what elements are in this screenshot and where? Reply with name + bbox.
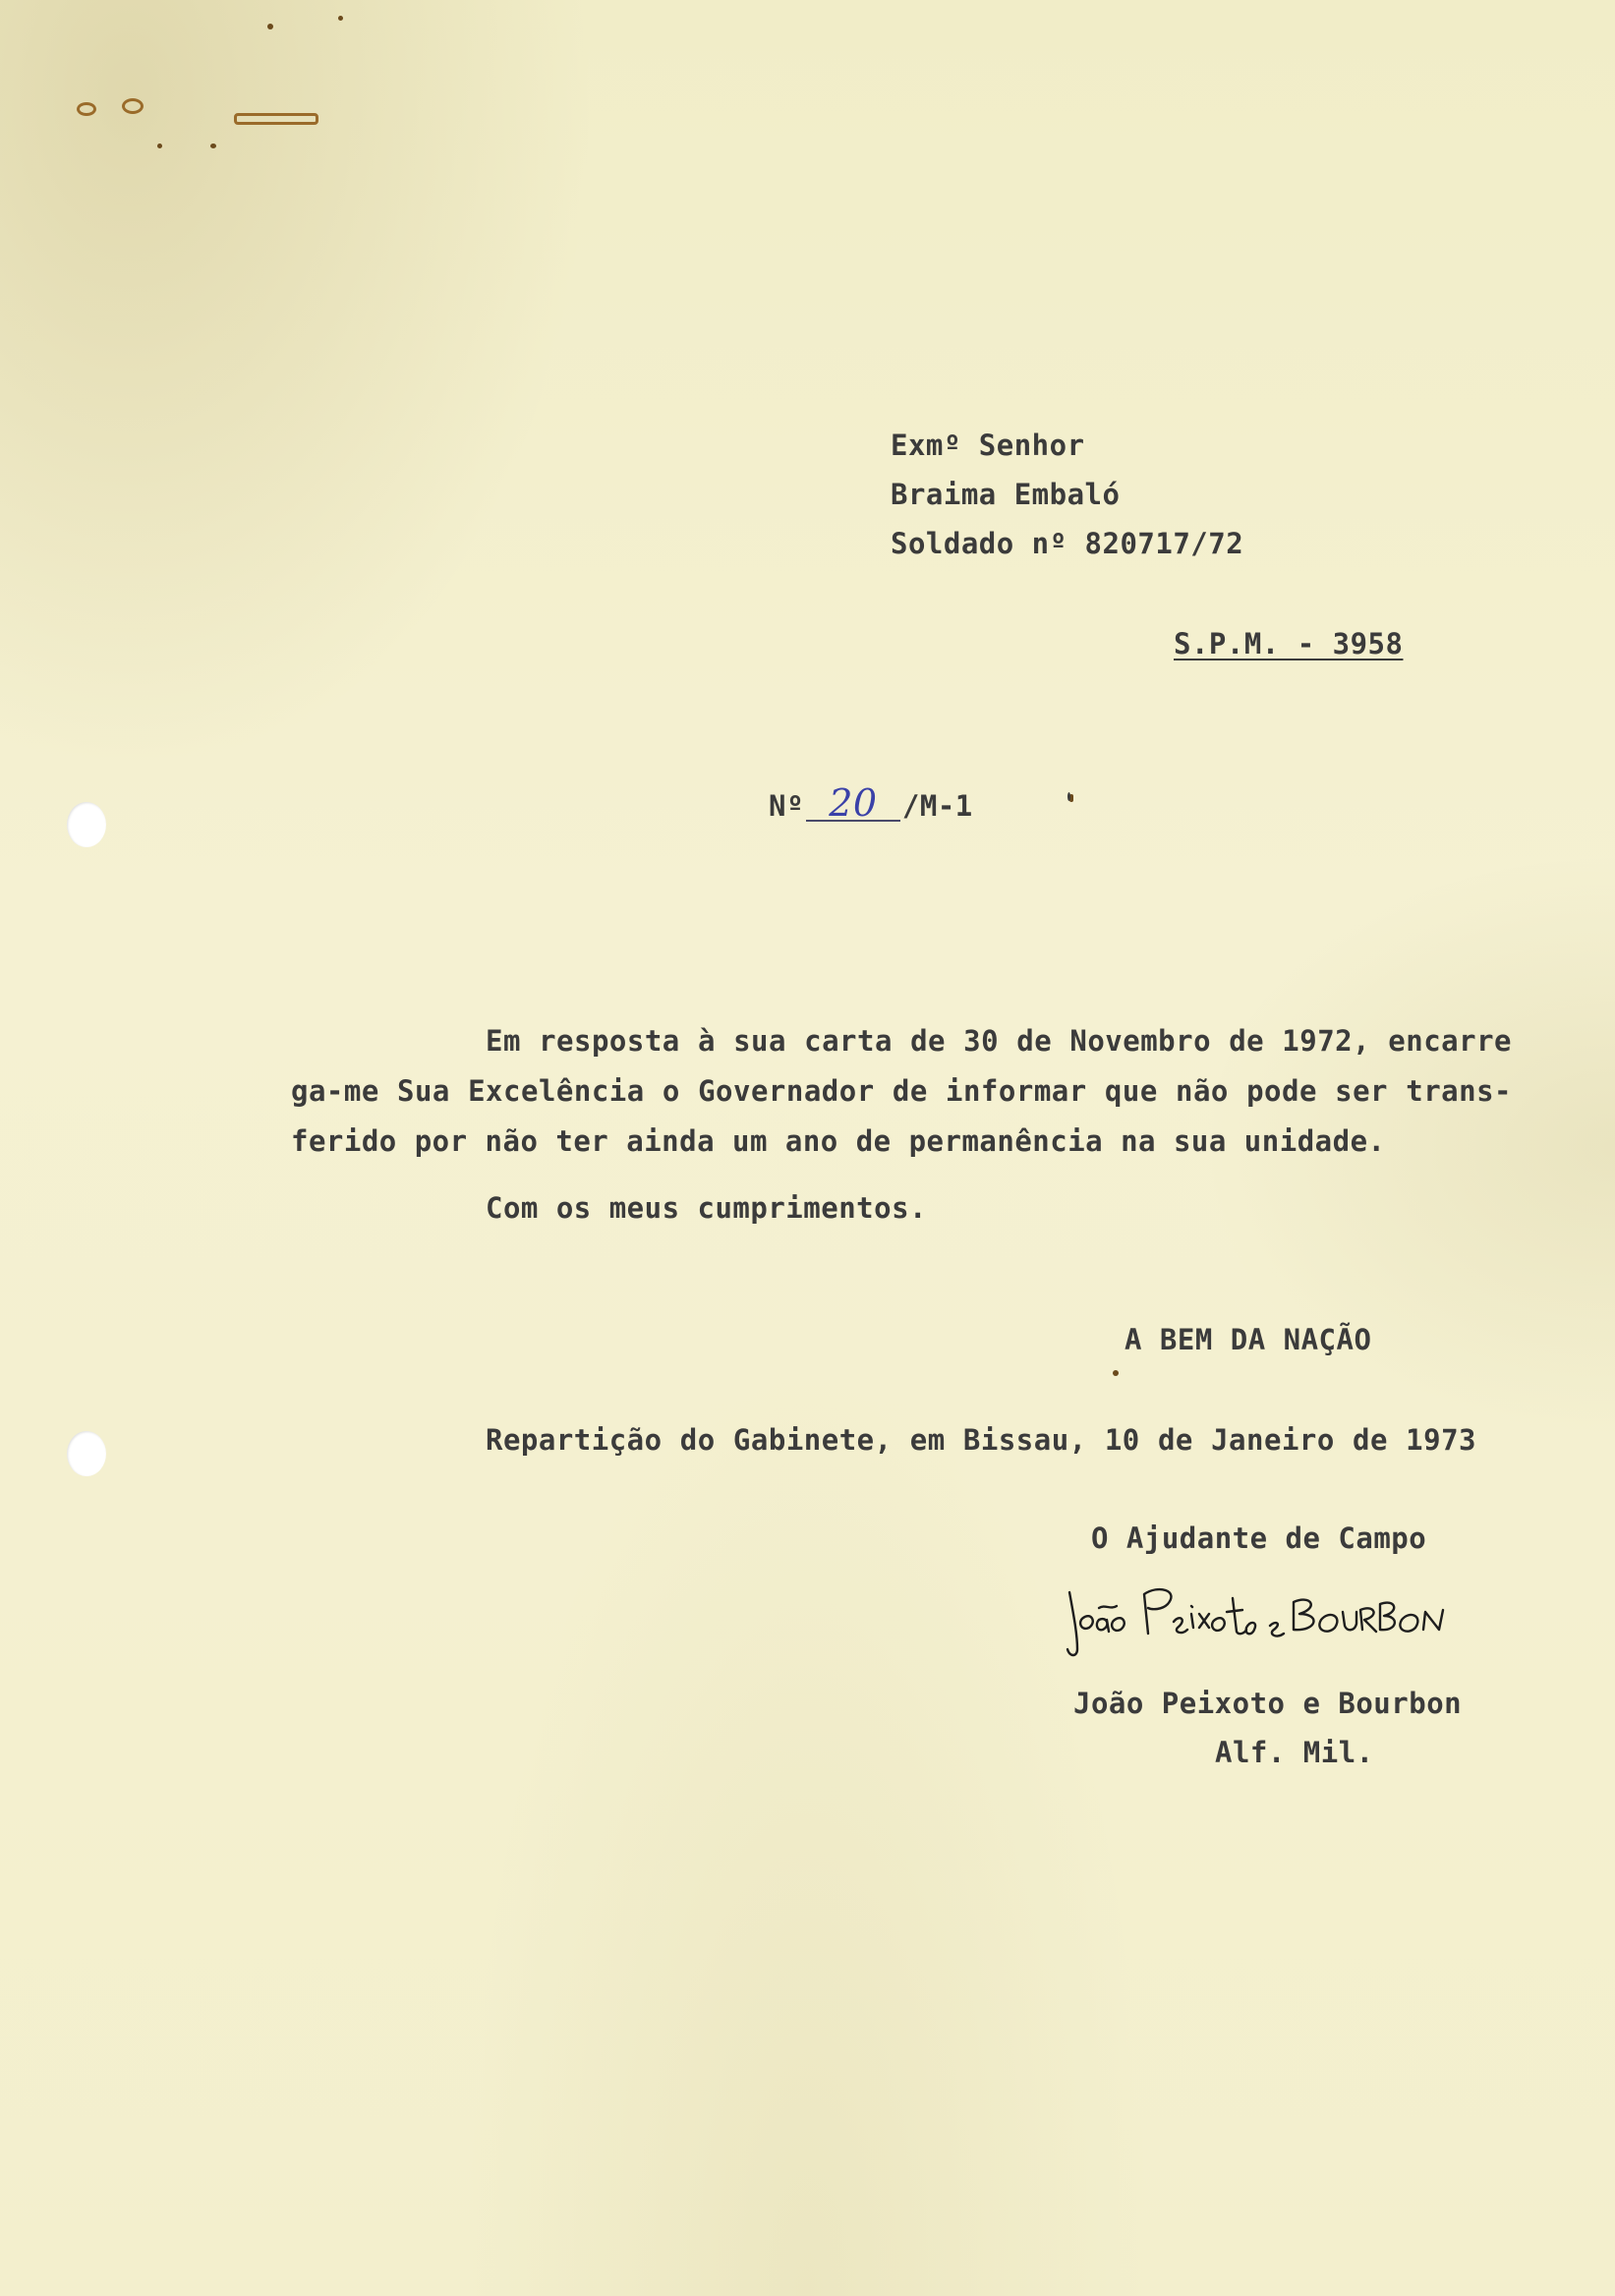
body-line-2: ga-me Sua Excelência o Governador de informar que não pode ser trans- [291,1074,1512,1108]
signatory-name: João Peixoto e Bourbon [1073,1687,1463,1720]
addressee-rank-line: Soldado nº 820717/72 [891,527,1244,560]
addressee-salutation: Exmº Senhor [891,429,1085,462]
motto: A BEM DA NAÇÃO [1125,1323,1372,1356]
handwritten-signature [1060,1575,1453,1663]
speck-mark [1113,1370,1119,1376]
speck-mark [338,16,343,21]
stain-mark [77,102,96,116]
place-date: Repartição do Gabinete, em Bissau, 10 de Janeiro de 1973 [486,1423,1476,1457]
speck-mark [1067,792,1070,801]
stain-mark [122,98,144,114]
reference-suffix: /M-1 [901,789,973,823]
body-line-1: Em resposta à sua carta de 30 de Novembro de 1972, encarre [486,1024,1512,1058]
body-line-3: ferido por não ter ainda um ano de permanência na sua unidade. [291,1124,1386,1158]
handwritten-number: 20 [806,786,900,822]
reference-number [769,781,973,825]
speck-mark [157,144,162,148]
signatory-role: O Ajudante de Campo [1091,1521,1427,1555]
closing-line: Com os meus cumprimentos. [486,1191,927,1225]
signatory-rank: Alf. Mil. [1215,1736,1374,1769]
punch-hole [67,1431,106,1476]
speck-mark [210,144,216,148]
speck-mark [267,24,273,29]
punch-hole [67,802,106,847]
postal-reference: S.P.M. - 3958 [1174,627,1404,660]
stain-mark [234,113,318,125]
addressee-name: Braima Embaló [891,478,1121,511]
reference-prefix: Nº [769,789,804,823]
